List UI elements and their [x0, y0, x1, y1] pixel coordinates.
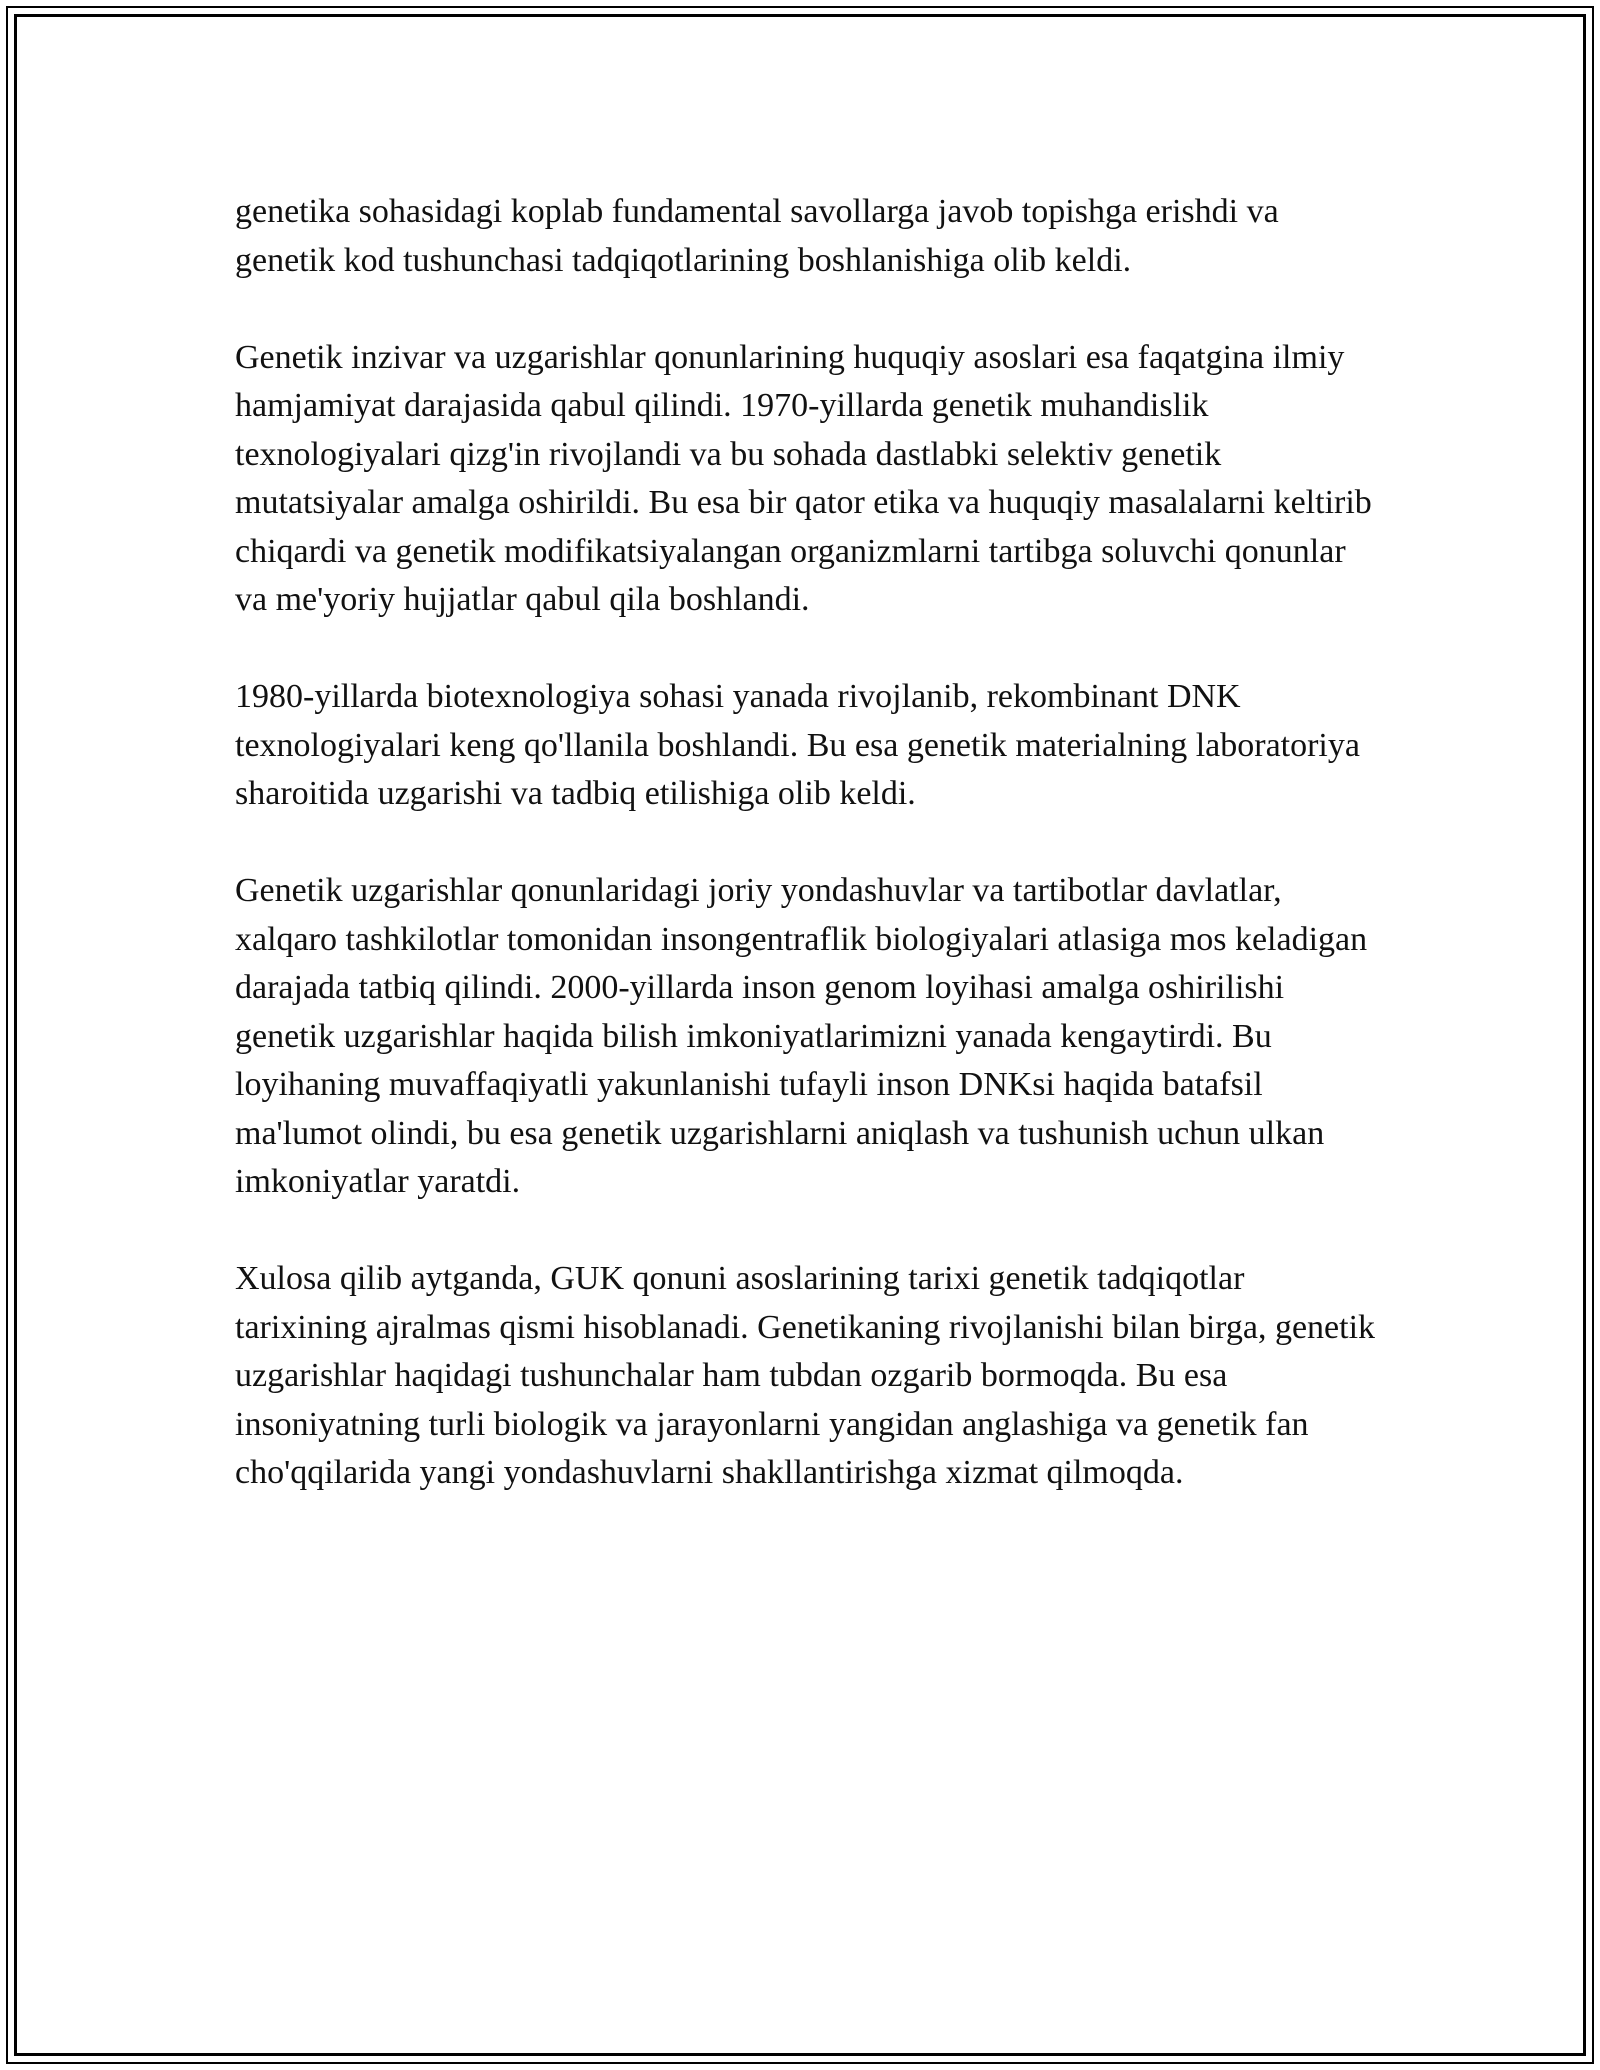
paragraph-5: Xulosa qilib aytganda, GUK qonuni asoslarining tarixi genetik tadqiqotlar tarixining ajralmas qismi hisoblanadi. Genetikaning rivojlanishi bilan birga, genetik uzgarishlar haqidagi tushunchalar ham tubdan ozgarib bormoqda. Bu esa insoniyatning turli biologik va jarayonlarni yangidan anglashiga va genetik fan cho'qqilarida yangi yondashuvlarni shakllantirishga xizmat qilmoqda.: [235, 1260, 1376, 1491]
paragraph-1: genetika sohasidagi koplab fundamental savollarga javob topishga erishdi va genetik kod tushunchasi tadqiqotlarining boshlanishiga olib keldi.: [235, 193, 1279, 279]
paragraph-4: Genetik uzgarishlar qonunlaridagi joriy yondashuvlar va tartibotlar davlatlar, xalqaro tashkilotlar tomonidan insongentraflik biologiyalari atlasiga mos keladigan darajada tatbiq qilindi. 2000-yillarda inson genom loyihasi amalga oshirilishi genetik uzgarishlar haqida bilish imkoniyatlarimizni yanada kengaytirdi. Bu loyihaning muvaffaqiyatli yakunlanishi tufayli inson DNKsi haqida batafsil ma'lumot olindi, bu esa genetik uzgarishlarni aniqlash va tushunish uchun ulkan imkoniyatlar yaratdi.: [235, 872, 1368, 1200]
paragraph-3: 1980-yillarda biotexnologiya sohasi yanada rivojlanib, rekombinant DNK texnologiyalari keng qo'llanila boshlandi. Bu esa genetik materialning laboratoriya sharoitida uzgarishi va tadbiq etilishiga olib keldi.: [235, 678, 1360, 812]
paragraph-2: Genetik inzivar va uzgarishlar qonunlarining huquqiy asoslari esa faqatgina ilmiy hamjamiyat darajasida qabul qilindi. 1970-yillarda genetik muhandislik texnologiyalari qizg'in rivojlandi va bu sohada dastlabki selektiv genetik mutatsiyalar amalga oshirildi. Bu esa bir qator etika va huquqiy masalalarni keltirib chiqardi va genetik modifikatsiyalangan organizmlarni tartibga soluvchi qonunlar va me'yoriy hujjatlar qabul qila boshlandi.: [235, 338, 1372, 618]
document-body: [235, 188, 1385, 1546]
